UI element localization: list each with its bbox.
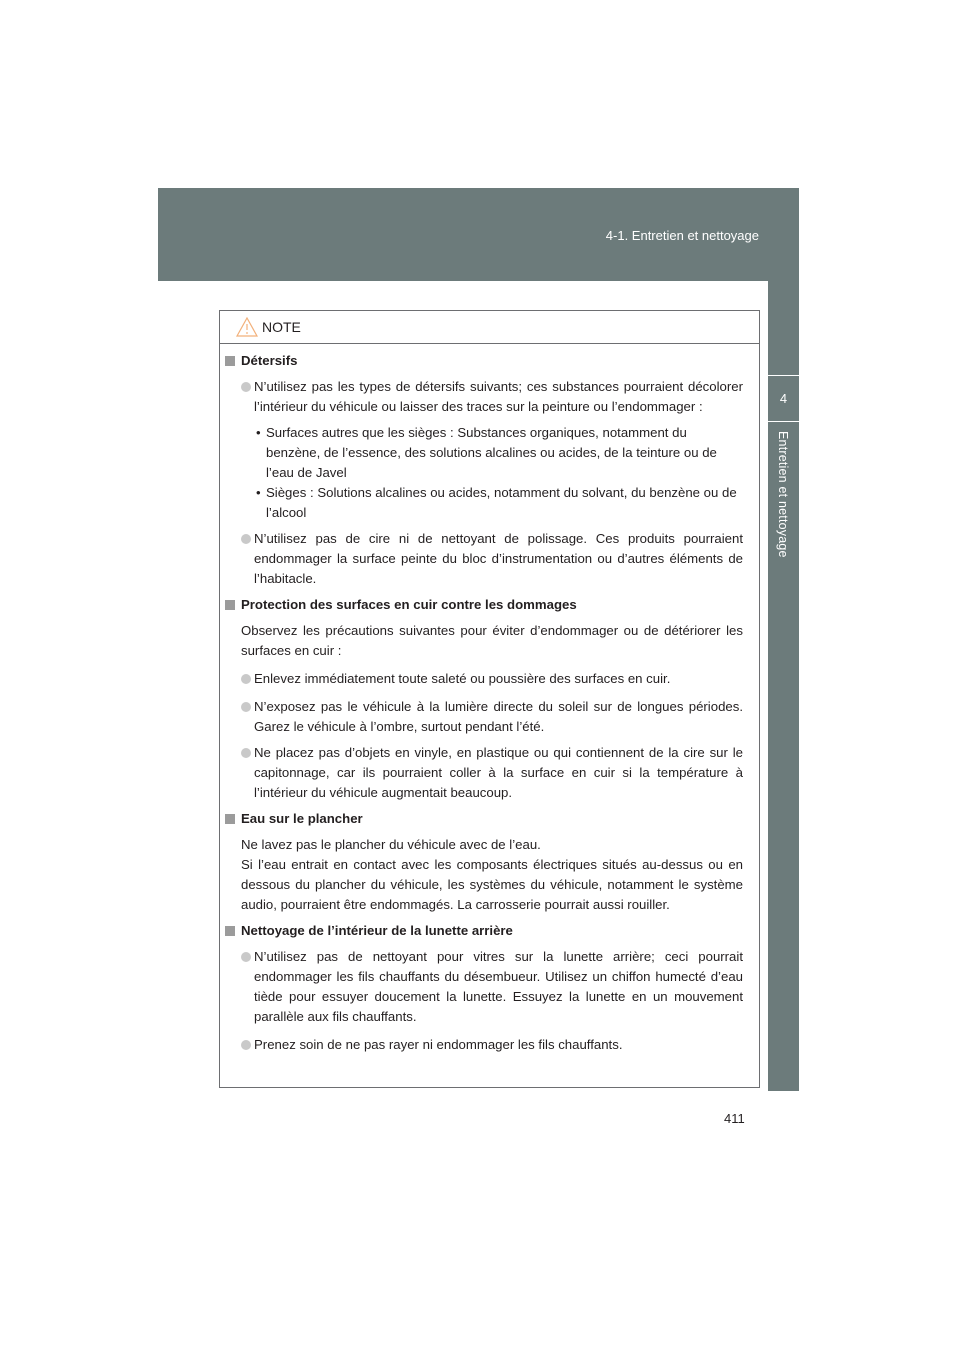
note-box <box>219 310 760 1088</box>
paragraph: Si l’eau entrait en contact avec les composants électriques situés au-dessus ou en dessous du plancher du véhicule, les systèmes du véhicule, notamment le système audio, pourraient être endommagés. La carrosserie pourrait aussi rouiller. <box>241 857 743 912</box>
list-item: • Surfaces autres que les sièges : Substances organiques, notamment du benzène, de l’essence, des solutions alcalines ou acides, de la teinture ou de l’eau de Javel <box>256 425 717 480</box>
list-item: • Sièges : Solutions alcalines ou acides, notamment du solvant, du benzène ou de l’alcool <box>256 485 737 520</box>
list-item: Ne placez pas d’objets en vinyle, en plastique ou qui contiennent de la cire sur le capitonnage, car ils pourraient coller à la surface en cuir si la température à l’intérieur du véhicule augmentait beaucoup. <box>241 743 743 803</box>
bullet-icon <box>241 382 251 392</box>
section-title-lunette: Nettoyage de l’intérieur de la lunette arrière <box>225 921 761 941</box>
chapter-title: Entretien et nettoyage <box>776 431 790 558</box>
section-title-cuir: Protection des surfaces en cuir contre les dommages <box>225 595 761 615</box>
section-title-eau: Eau sur le plancher <box>225 809 761 829</box>
list-item: N’utilisez pas les types de détersifs suivants; ces substances pourraient décolorer l’intérieur du véhicule ou laisser des traces sur la peinture ou l’endommager : <box>241 377 743 417</box>
bullet-icon <box>241 952 251 962</box>
note-content <box>220 351 761 1055</box>
chapter-side-tab <box>768 281 799 1091</box>
page-number: 411 <box>724 1111 745 1126</box>
bullet-icon <box>241 748 251 758</box>
paragraph: Observez les précautions suivantes pour éviter d’endommager ou de détériorer les surfaces en cuir : <box>241 623 743 658</box>
bullet-icon <box>241 674 251 684</box>
list-item: N’utilisez pas de nettoyant pour vitres sur la lunette arrière; ceci pourrait endommager les fils chauffants du désembueur. Utilisez un chiffon humecté d’eau tiède pour essuyer doucement la lunette. Essuyez la lunette en un mouvement parallèle aux fils chauffants. <box>241 947 743 1027</box>
header-band <box>158 188 799 281</box>
list-item: Enlevez immédiatement toute saleté ou poussière des surfaces en cuir. <box>241 669 743 689</box>
note-title: NOTE <box>262 319 301 335</box>
list-item: N’exposez pas le véhicule à la lumière directe du soleil sur de longues périodes. Garez le véhicule à l’ombre, surtout pendant l’été. <box>241 697 743 737</box>
list-item: Prenez soin de ne pas rayer ni endommager les fils chauffants. <box>241 1035 743 1055</box>
chapter-number: 4 <box>779 391 788 406</box>
warning-triangle-icon <box>236 317 258 337</box>
bullet-icon <box>241 1040 251 1050</box>
list-item: N’utilisez pas de cire ni de nettoyant de polissage. Ces produits pourraient endommager la surface peinte du bloc d’instrumentation ou d’autres éléments de l’habitacle. <box>241 529 743 589</box>
paragraph: Ne lavez pas le plancher du véhicule avec de l’eau. <box>241 837 541 852</box>
section-title: 4-1. Entretien et nettoyage <box>605 228 759 243</box>
bullet-icon <box>241 702 251 712</box>
note-header <box>220 311 759 344</box>
section-title-detersifs: Détersifs <box>225 351 761 371</box>
bullet-icon <box>241 534 251 544</box>
